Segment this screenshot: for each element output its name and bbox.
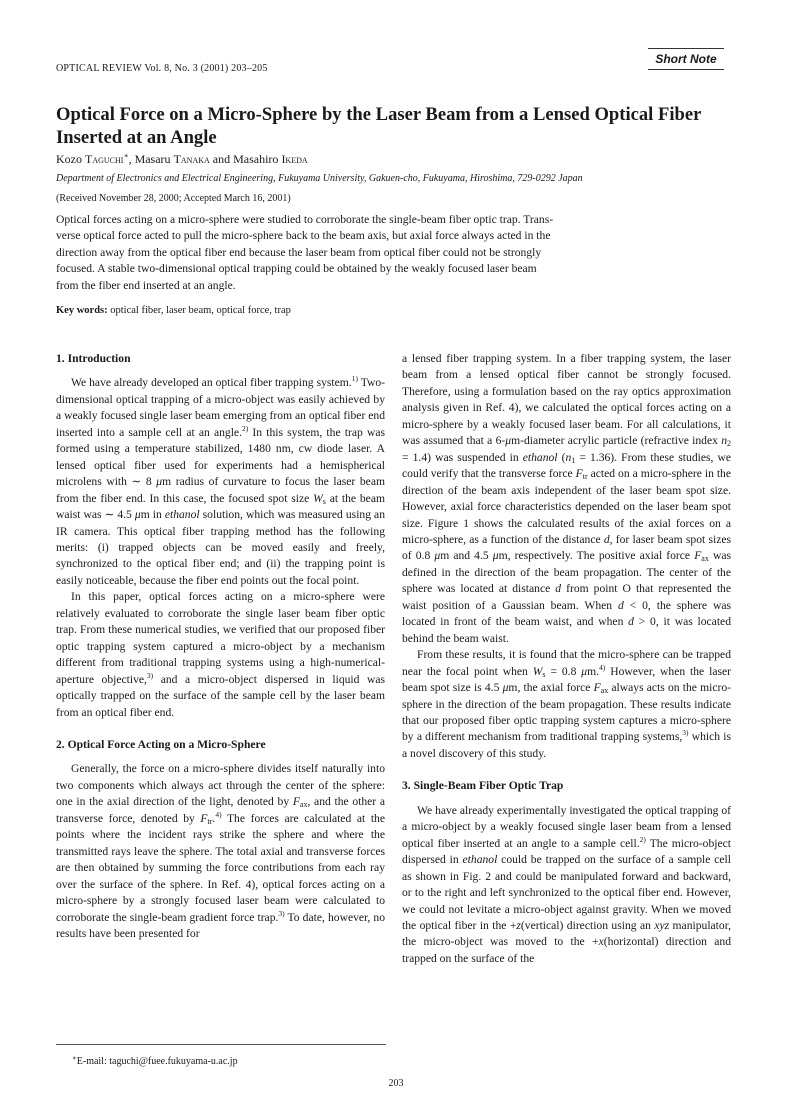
author-family: Taguchi [85, 152, 124, 166]
introduction-paragraph-1: We have already developed an optical fiber trapping system.$^{1)}$ Two-dimensional optical trapping of a micro-object was easily achieved by a weakly focused single laser beam emerging from an optical fiber end inserted into a sample cell at an angle.$^{2)}$ In this system, the trap was formed using a temperature stabilized, 1480 nm, cw diode laser. A lensed optical fiber used for experiments had a hemispherical microlens with ∼ 8 μm radius of curvature to focus the laser beam from the fiber end. In this case, the focused spot size $W_s$ at the beam waist was ∼ 4.5 μm in ethanol solution, which was measured using an IR camera. This optical fiber trapping method has the following merits: (i) trapped objects can be moved easily and freely, synchronized to the optical fiber end; and (ii) the trapping point is easily noticeable, because the fiber end points out the focal point. [56, 374, 386, 587]
footnote [72, 1054, 238, 1067]
affiliation: Department of Electronics and Electrical Engineering, Fukuyama University, Gakuen-cho, Fukuyama, Hiroshima, 729-0292 Japan [56, 173, 583, 184]
author-given: Kozo [56, 152, 85, 166]
abstract-line: from the fiber end inserted at an angle. [56, 278, 236, 292]
section-heading-fiber-trap: 3. Single-Beam Fiber Optic Trap [402, 779, 564, 793]
abstract-line: verse optical force acted to pull the micro-sphere back to the beam axis, but axial force always acted in the [56, 229, 551, 243]
abstract-line: Optical forces acting on a micro-sphere were studied to corroborate the single-beam fiber optic trap. Trans- [56, 213, 554, 226]
section-heading-introduction: 1. Introduction [56, 352, 131, 365]
footnote-divider [56, 1044, 386, 1045]
author-family: Tanaka [173, 152, 210, 166]
page-number: 203 [388, 1078, 404, 1089]
article-type-label: Short Note [655, 52, 717, 66]
left-column [56, 351, 385, 942]
author-separator: , [128, 152, 135, 166]
section2-paragraph-2: From these results, it is found that the micro-sphere can be trapped near the focal point when $W_s = 0.8$ μm.$^{4)}$ However, when the laser beam spot size is 4.5 μm, the axial force $F_{ax}$ always acts on the micro-sphere in the direction of the beam propagation. These results indicate that our proposed fiber optic trapping system captures a micro-sphere by a different mechanism from traditional trapping systems,$^{3)}$ which is a novel discovery of this study. [402, 648, 731, 760]
keywords-list: optical fiber, laser beam, optical force, trap [107, 305, 291, 316]
right-column [402, 351, 731, 967]
author-separator: and [209, 152, 234, 166]
received-dates: (Received November 28, 2000; Accepted March 16, 2001) [56, 193, 291, 204]
author-list [56, 152, 308, 167]
section2-paragraph-1: Generally, the force on a micro-sphere divides itself naturally into two components which always act through the center of the sphere: one in the axial direction of the light, denoted by $F_{ax}$, and the other a transverse force, denoted by $F_{tr}.^{4)}$ The forces are calculated at the points where the incident rays strike the sphere and where the transmitted rays leave the sphere. The total axial and transverse forces are then obtained by summing the force contributions from each ray over the surface of the sphere. In Ref. 4), optical forces acting on a micro-sphere by a strongly focused laser beam were calculated to corroborate the single-beam gradient force trap.$^{3)}$ To date, however, no results have been presented for [56, 762, 386, 940]
author-given: Masahiro [233, 152, 282, 166]
journal-citation: OPTICAL REVIEW Vol. 8, No. 3 (2001) 203–205 [56, 63, 268, 74]
footnote-mark: ∗ [72, 1054, 77, 1062]
introduction-paragraph-2: In this paper, optical forces acting on a micro-sphere were relatively evaluated to corroborate the single laser beam fiber optic trap. From these numerical studies, we verified that our proposed fiber optic trapping system captured a micro-object by a mechanism different from traditional trapping systems using a high-numerical-aperture objective,$^{3)}$ and a micro-object dispersed in liquid was optically trapped on the surface of the sample cell by the laser beam from an optical fiber end. [56, 590, 386, 719]
keywords [56, 305, 291, 316]
section3-paragraph-1: We have already experimentally investigated the optical trapping of a micro-object by a weakly focused single laser beam from a lensed optical fiber inserted at an angle to a sample cell.$^{2)}$ The micro-object dispersed in ethanol could be trapped on the surface of a sample cell as shown in Fig. 2 and could be manipulated forward and backward, or to the right and left synchronized to the optical fiber end. However, we could not levitate a micro-object against gravity. When we moved the optical fiber in the +z(vertical) direction using an xyz manipulator, the micro-object was moved to the +x(horizontal) direction and trapped on the surface of the [402, 803, 732, 965]
abstract [56, 212, 732, 294]
section-heading-optical-force: 2. Optical Force Acting on a Micro-Sphere [56, 737, 266, 751]
abstract-line: focused. A stable two-dimensional optical trapping could be obtained by the weakly focused laser beam [56, 262, 537, 276]
section2-paragraph-1-continued: a lensed fiber trapping system. In a fiber trapping system, the laser beam from a lensed optical fiber cannot be strongly focused. Therefore, using a formulation based on the ray optics approximation analysis given in Ref. 4), we calculated the optical forces acting on a micro-sphere by a weakly focused laser beam. For all calculations, it was assumed that a 6-μm-diameter acrylic particle (refractive index $n_2 = 1.4$) was suspended in ethanol $(n_1 = 1.36)$. From these studies, we could verify that the transverse force $F_{tr}$ acted on a micro-sphere in the direction of the beam axis independent of the laser beam spot size. However, axial force characteristics depended on the laser beam spot size. Figure 1 shows the calculated results of the axial forces on a micro-sphere, as a function of the distance d, for laser beam spot sizes of 0.8 μm and 4.5 μm, respectively. The positive axial force $F_{ax}$ was defined in the direction of the beam propagation. The center of the sphere was located at distance d from point O that represented the waist position of a Gaussian beam. When d < 0, the sphere was located in front of the beam waist, and when d > 0, it was located behind the beam waist. [402, 352, 732, 645]
footnote-email: E-mail: taguchi@fuee.fukuyama-u.ac.jp [76, 1056, 238, 1067]
badge-rule-bottom [648, 69, 724, 70]
author-family: Ikeda [281, 152, 308, 166]
article-type-badge [648, 48, 724, 70]
author-given: Masaru [134, 152, 174, 166]
abstract-line: direction away from the optical fiber end because the laser beam from optical fiber could not be strongly [56, 245, 542, 259]
corresponding-mark: ∗ [123, 151, 129, 160]
keywords-label: Key words: [56, 305, 108, 316]
paper-title: Optical Force on a Micro-Sphere by the Laser Beam from a Lensed Optical Fiber Inserted at an Angle [56, 104, 702, 148]
